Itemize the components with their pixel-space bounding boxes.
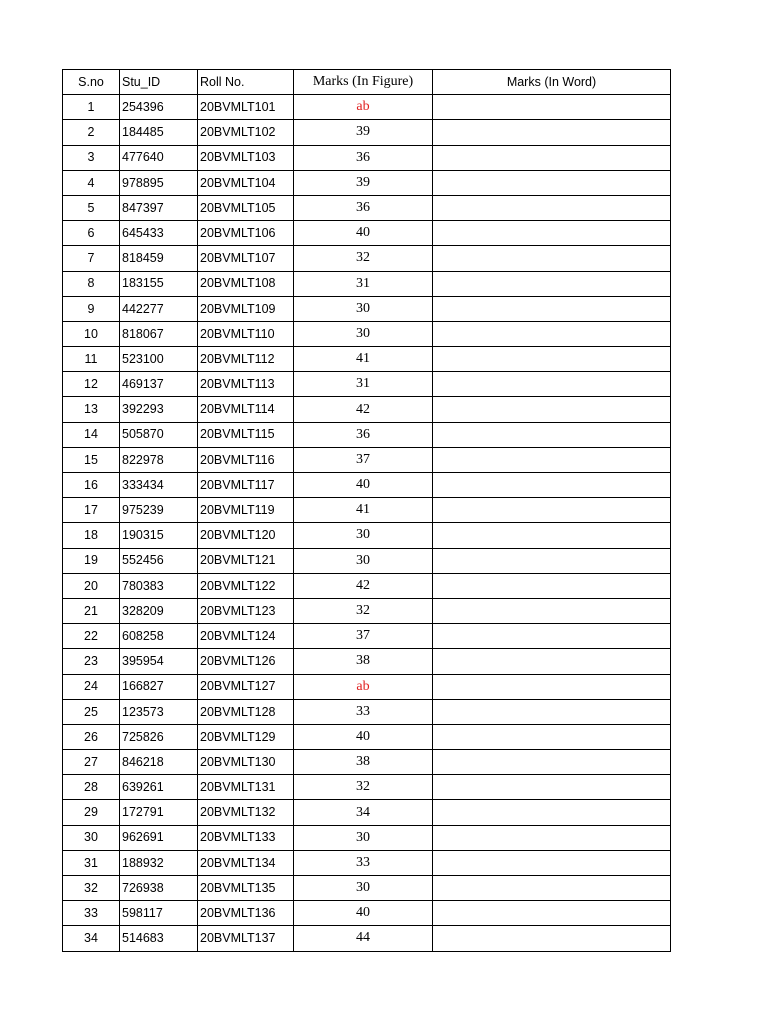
stu-id-cell: 962691 xyxy=(120,825,198,850)
stu-id-cell: 188932 xyxy=(120,850,198,875)
stu-id-cell: 725826 xyxy=(120,724,198,749)
roll-no-cell: 20BVMLT132 xyxy=(198,800,294,825)
marks-word-cell xyxy=(433,775,671,800)
roll-no-cell: 20BVMLT123 xyxy=(198,598,294,623)
stu-id-cell: 598117 xyxy=(120,901,198,926)
table-row xyxy=(63,724,671,749)
table-row xyxy=(63,120,671,145)
stu-id-cell: 505870 xyxy=(120,422,198,447)
sno-cell: 13 xyxy=(63,397,120,422)
marks-word-cell xyxy=(433,573,671,598)
marks-word-cell xyxy=(433,195,671,220)
marks-word-cell xyxy=(433,95,671,120)
sno-cell: 30 xyxy=(63,825,120,850)
table-row xyxy=(63,447,671,472)
sno-cell: 2 xyxy=(63,120,120,145)
marks-figure-cell: 30 xyxy=(294,825,433,850)
marks-word-cell xyxy=(433,674,671,699)
marks-word-cell xyxy=(433,750,671,775)
marks-figure-cell: 30 xyxy=(294,321,433,346)
table-row xyxy=(63,246,671,271)
stu-id-cell: 514683 xyxy=(120,926,198,951)
roll-no-cell: 20BVMLT116 xyxy=(198,447,294,472)
marks-figure-cell: 41 xyxy=(294,347,433,372)
stu-id-cell: 254396 xyxy=(120,95,198,120)
sno-cell: 26 xyxy=(63,724,120,749)
table-row xyxy=(63,195,671,220)
sno-cell: 17 xyxy=(63,498,120,523)
marks-figure-cell: ab xyxy=(294,95,433,120)
roll-no-cell: 20BVMLT129 xyxy=(198,724,294,749)
marks-figure-cell: 40 xyxy=(294,473,433,498)
table-row xyxy=(63,850,671,875)
marks-word-cell xyxy=(433,321,671,346)
marks-word-cell xyxy=(433,825,671,850)
stu-id-cell: 552456 xyxy=(120,548,198,573)
sno-cell: 8 xyxy=(63,271,120,296)
roll-no-cell: 20BVMLT121 xyxy=(198,548,294,573)
marks-figure-cell: 40 xyxy=(294,724,433,749)
marks-figure-cell: 32 xyxy=(294,598,433,623)
table-row xyxy=(63,271,671,296)
table-body xyxy=(63,95,671,951)
table-row xyxy=(63,624,671,649)
stu-id-cell: 184485 xyxy=(120,120,198,145)
marks-figure-cell: 30 xyxy=(294,548,433,573)
roll-no-cell: 20BVMLT112 xyxy=(198,347,294,372)
header-stu-id: Stu_ID xyxy=(120,70,198,95)
marks-word-cell xyxy=(433,170,671,195)
marks-figure-cell: 33 xyxy=(294,699,433,724)
marks-figure-cell: 37 xyxy=(294,624,433,649)
roll-no-cell: 20BVMLT107 xyxy=(198,246,294,271)
table-row xyxy=(63,321,671,346)
stu-id-cell: 469137 xyxy=(120,372,198,397)
sno-cell: 7 xyxy=(63,246,120,271)
sno-cell: 10 xyxy=(63,321,120,346)
stu-id-cell: 645433 xyxy=(120,221,198,246)
roll-no-cell: 20BVMLT126 xyxy=(198,649,294,674)
stu-id-cell: 392293 xyxy=(120,397,198,422)
marks-word-cell xyxy=(433,850,671,875)
stu-id-cell: 523100 xyxy=(120,347,198,372)
sno-cell: 12 xyxy=(63,372,120,397)
marks-word-cell xyxy=(433,372,671,397)
stu-id-cell: 442277 xyxy=(120,296,198,321)
sno-cell: 33 xyxy=(63,901,120,926)
marks-figure-cell: 38 xyxy=(294,649,433,674)
roll-no-cell: 20BVMLT105 xyxy=(198,195,294,220)
sno-cell: 1 xyxy=(63,95,120,120)
marks-word-cell xyxy=(433,876,671,901)
stu-id-cell: 172791 xyxy=(120,800,198,825)
table-row xyxy=(63,825,671,850)
marks-word-cell xyxy=(433,120,671,145)
roll-no-cell: 20BVMLT102 xyxy=(198,120,294,145)
sno-cell: 20 xyxy=(63,573,120,598)
table-row xyxy=(63,422,671,447)
roll-no-cell: 20BVMLT131 xyxy=(198,775,294,800)
sno-cell: 5 xyxy=(63,195,120,220)
marks-word-cell xyxy=(433,498,671,523)
sno-cell: 9 xyxy=(63,296,120,321)
marks-figure-cell: 31 xyxy=(294,372,433,397)
table-row xyxy=(63,699,671,724)
table-row xyxy=(63,573,671,598)
roll-no-cell: 20BVMLT136 xyxy=(198,901,294,926)
roll-no-cell: 20BVMLT114 xyxy=(198,397,294,422)
header-sno: S.no xyxy=(63,70,120,95)
roll-no-cell: 20BVMLT122 xyxy=(198,573,294,598)
marks-figure-cell: 44 xyxy=(294,926,433,951)
stu-id-cell: 818067 xyxy=(120,321,198,346)
marks-figure-cell: 40 xyxy=(294,221,433,246)
marks-table xyxy=(62,69,671,952)
roll-no-cell: 20BVMLT101 xyxy=(198,95,294,120)
table-row xyxy=(63,876,671,901)
table-row xyxy=(63,800,671,825)
marks-figure-cell: 33 xyxy=(294,850,433,875)
table-row xyxy=(63,775,671,800)
marks-figure-cell: 38 xyxy=(294,750,433,775)
stu-id-cell: 639261 xyxy=(120,775,198,800)
marks-word-cell xyxy=(433,699,671,724)
stu-id-cell: 608258 xyxy=(120,624,198,649)
stu-id-cell: 818459 xyxy=(120,246,198,271)
roll-no-cell: 20BVMLT128 xyxy=(198,699,294,724)
sno-cell: 23 xyxy=(63,649,120,674)
roll-no-cell: 20BVMLT133 xyxy=(198,825,294,850)
roll-no-cell: 20BVMLT113 xyxy=(198,372,294,397)
marks-figure-cell: 31 xyxy=(294,271,433,296)
sno-cell: 22 xyxy=(63,624,120,649)
table-row xyxy=(63,221,671,246)
table-row xyxy=(63,473,671,498)
table-row xyxy=(63,498,671,523)
sno-cell: 14 xyxy=(63,422,120,447)
marks-word-cell xyxy=(433,598,671,623)
marks-figure-cell: 34 xyxy=(294,800,433,825)
marks-word-cell xyxy=(433,246,671,271)
sno-cell: 34 xyxy=(63,926,120,951)
header-marks-word: Marks (In Word) xyxy=(433,70,671,95)
sno-cell: 3 xyxy=(63,145,120,170)
sno-cell: 31 xyxy=(63,850,120,875)
sno-cell: 18 xyxy=(63,523,120,548)
stu-id-cell: 166827 xyxy=(120,674,198,699)
marks-word-cell xyxy=(433,447,671,472)
sno-cell: 24 xyxy=(63,674,120,699)
marks-word-cell xyxy=(433,649,671,674)
table-row xyxy=(63,347,671,372)
table-row xyxy=(63,170,671,195)
roll-no-cell: 20BVMLT120 xyxy=(198,523,294,548)
marks-word-cell xyxy=(433,548,671,573)
sno-cell: 25 xyxy=(63,699,120,724)
table-row xyxy=(63,649,671,674)
marks-figure-cell: 36 xyxy=(294,195,433,220)
header-row xyxy=(63,70,671,95)
marks-word-cell xyxy=(433,473,671,498)
sno-cell: 11 xyxy=(63,347,120,372)
marks-figure-cell: 40 xyxy=(294,901,433,926)
stu-id-cell: 190315 xyxy=(120,523,198,548)
marks-word-cell xyxy=(433,221,671,246)
stu-id-cell: 333434 xyxy=(120,473,198,498)
table-row xyxy=(63,523,671,548)
stu-id-cell: 395954 xyxy=(120,649,198,674)
stu-id-cell: 822978 xyxy=(120,447,198,472)
sno-cell: 21 xyxy=(63,598,120,623)
roll-no-cell: 20BVMLT119 xyxy=(198,498,294,523)
marks-figure-cell: 39 xyxy=(294,170,433,195)
stu-id-cell: 846218 xyxy=(120,750,198,775)
sno-cell: 32 xyxy=(63,876,120,901)
marks-figure-cell: 36 xyxy=(294,145,433,170)
stu-id-cell: 328209 xyxy=(120,598,198,623)
marks-word-cell xyxy=(433,724,671,749)
marks-figure-cell: 30 xyxy=(294,523,433,548)
stu-id-cell: 183155 xyxy=(120,271,198,296)
marks-figure-cell: 42 xyxy=(294,397,433,422)
roll-no-cell: 20BVMLT134 xyxy=(198,850,294,875)
stu-id-cell: 978895 xyxy=(120,170,198,195)
roll-no-cell: 20BVMLT130 xyxy=(198,750,294,775)
table-row xyxy=(63,296,671,321)
table-row xyxy=(63,372,671,397)
marks-word-cell xyxy=(433,145,671,170)
table-row xyxy=(63,750,671,775)
marks-word-cell xyxy=(433,800,671,825)
stu-id-cell: 726938 xyxy=(120,876,198,901)
table-row xyxy=(63,397,671,422)
roll-no-cell: 20BVMLT137 xyxy=(198,926,294,951)
header-roll-no: Roll No. xyxy=(198,70,294,95)
marks-figure-cell: 32 xyxy=(294,775,433,800)
marks-figure-cell: 30 xyxy=(294,876,433,901)
roll-no-cell: 20BVMLT117 xyxy=(198,473,294,498)
marks-figure-cell: 42 xyxy=(294,573,433,598)
marks-word-cell xyxy=(433,901,671,926)
marks-figure-cell: 41 xyxy=(294,498,433,523)
marks-word-cell xyxy=(433,347,671,372)
roll-no-cell: 20BVMLT127 xyxy=(198,674,294,699)
sno-cell: 16 xyxy=(63,473,120,498)
marks-word-cell xyxy=(433,422,671,447)
roll-no-cell: 20BVMLT103 xyxy=(198,145,294,170)
marks-figure-cell: 39 xyxy=(294,120,433,145)
table-row xyxy=(63,548,671,573)
table-row xyxy=(63,95,671,120)
sno-cell: 6 xyxy=(63,221,120,246)
stu-id-cell: 477640 xyxy=(120,145,198,170)
sno-cell: 4 xyxy=(63,170,120,195)
roll-no-cell: 20BVMLT124 xyxy=(198,624,294,649)
roll-no-cell: 20BVMLT135 xyxy=(198,876,294,901)
roll-no-cell: 20BVMLT110 xyxy=(198,321,294,346)
stu-id-cell: 975239 xyxy=(120,498,198,523)
stu-id-cell: 123573 xyxy=(120,699,198,724)
sno-cell: 28 xyxy=(63,775,120,800)
stu-id-cell: 780383 xyxy=(120,573,198,598)
marks-word-cell xyxy=(433,296,671,321)
table-row xyxy=(63,598,671,623)
table-row xyxy=(63,901,671,926)
roll-no-cell: 20BVMLT106 xyxy=(198,221,294,246)
marks-figure-cell: 37 xyxy=(294,447,433,472)
marks-figure-cell: 32 xyxy=(294,246,433,271)
table-row xyxy=(63,674,671,699)
table-row xyxy=(63,145,671,170)
table-row xyxy=(63,926,671,951)
marks-figure-cell: 36 xyxy=(294,422,433,447)
marks-word-cell xyxy=(433,523,671,548)
sno-cell: 27 xyxy=(63,750,120,775)
marks-figure-cell: 30 xyxy=(294,296,433,321)
roll-no-cell: 20BVMLT115 xyxy=(198,422,294,447)
sno-cell: 15 xyxy=(63,447,120,472)
marks-word-cell xyxy=(433,397,671,422)
marks-word-cell xyxy=(433,271,671,296)
roll-no-cell: 20BVMLT104 xyxy=(198,170,294,195)
roll-no-cell: 20BVMLT108 xyxy=(198,271,294,296)
marks-figure-cell: ab xyxy=(294,674,433,699)
marks-word-cell xyxy=(433,624,671,649)
roll-no-cell: 20BVMLT109 xyxy=(198,296,294,321)
sno-cell: 19 xyxy=(63,548,120,573)
header-marks-figure: Marks (In Figure) xyxy=(294,70,433,95)
marks-word-cell xyxy=(433,926,671,951)
stu-id-cell: 847397 xyxy=(120,195,198,220)
sno-cell: 29 xyxy=(63,800,120,825)
